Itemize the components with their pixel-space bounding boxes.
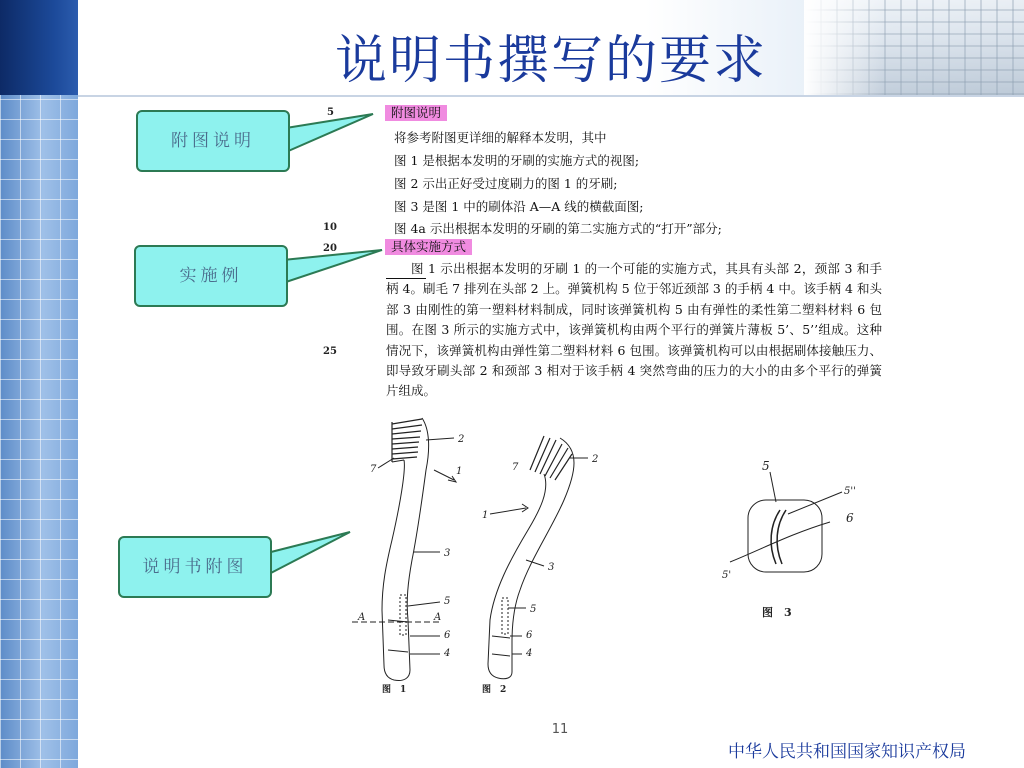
fig2-label: 3 <box>548 562 555 573</box>
doc-line: 图 1 是根据本发明的牙刷的实施方式的视图; <box>394 153 640 168</box>
fig1-label: 6 <box>444 630 451 641</box>
fig3-label: 6 <box>846 511 854 525</box>
doc-line: 图 4a 示出根据本发明的牙刷的第二实施方式的“打开”部分; <box>394 221 722 236</box>
figure-3-cross-section <box>722 459 856 619</box>
section-heading-embodiment: 具体实施方式 <box>385 239 472 255</box>
fig1-label: A <box>434 612 442 623</box>
fig3-label: 5' <box>722 570 732 581</box>
callout-drawings: 说明书附图 <box>118 536 272 598</box>
fig3-label: 5 <box>762 459 770 473</box>
fig2-label: 5 <box>530 604 537 615</box>
fig2-spring <box>502 598 508 634</box>
fig3-label: 5'' <box>844 486 856 497</box>
doc-line: 图 2 示出正好受过度刷力的图 1 的牙刷; <box>394 176 618 191</box>
fig2-outline <box>488 438 574 679</box>
embodiment-paragraph: 图 1 示出根据本发明的牙刷 1 的一个可能的实施方式，其具有头部 2，颈部 3 和手柄 4。刷毛 7 排列在头部 2 上。弹簧机构 5 位于邻近颈部 3 的手柄 4 中。该手柄 4 和头部 3 由刚性的第一塑料材料制成，同时该弹簧机构 5 由有弹性的柔性第二塑料材料 6 包围。在图 3 所示的实施方式中，该弹簧机构由两个平行的弹簧片薄板 5’、5’’组成。这种情况下，该弹簧机构由弹性第二塑料材料 6 包围。该弹簧机构可以由根据刷体接触压力、即导致牙刷头部 2 和颈部 3 相对于该手柄 4 突然弯曲的压力的大小的由多个平行的弹簧片组成。 <box>386 261 882 399</box>
pointer-embodiment <box>283 250 382 283</box>
line-number: 10 <box>323 222 337 233</box>
fig1-label: 1 <box>456 466 463 477</box>
slide-title: 说明书撰写的要求 <box>334 31 767 91</box>
fig2-label: 4 <box>526 648 533 659</box>
fig1-spring <box>400 595 406 635</box>
line-number: 5 <box>327 107 334 118</box>
fig1-label: 7 <box>370 464 377 475</box>
fig1-label: 2 <box>458 434 465 445</box>
line-number: 20 <box>323 243 337 254</box>
doc-line: 图 3 是图 1 中的刷体沿 A—A 线的横截面图; <box>394 199 644 214</box>
doc-line: 将参考附图更详细的解释本发明，其中 <box>394 130 607 145</box>
fig1-caption: 图 1 <box>382 685 407 695</box>
fig1-bristles <box>392 419 422 462</box>
organization-name: 中华人民共和国国家知识产权局 <box>728 742 966 762</box>
fig2-caption: 图 2 <box>482 685 507 695</box>
section-heading-figure-desc: 附图说明 <box>385 105 447 121</box>
fig1-label: 3 <box>444 548 451 559</box>
fig2-label: 1 <box>482 510 489 521</box>
page-number: 11 <box>551 722 569 737</box>
patent-drawings <box>330 410 890 710</box>
fig1-label: 4 <box>444 648 451 659</box>
fig1-label: 5 <box>444 596 451 607</box>
fig2-label: 7 <box>512 462 519 473</box>
fig3-caption: 图 3 <box>762 606 792 619</box>
line-number: 25 <box>323 346 337 357</box>
fig1-label: A <box>358 612 366 623</box>
fig2-label: 2 <box>592 454 599 465</box>
figure-2-toothbrush <box>482 436 598 695</box>
pointer-figure-desc <box>286 114 373 152</box>
callout-embodiment: 实施例 <box>134 245 288 307</box>
callout-figure-desc: 附图说明 <box>136 110 290 172</box>
figure-1-toothbrush <box>352 418 464 695</box>
fig2-label: 6 <box>526 630 533 641</box>
